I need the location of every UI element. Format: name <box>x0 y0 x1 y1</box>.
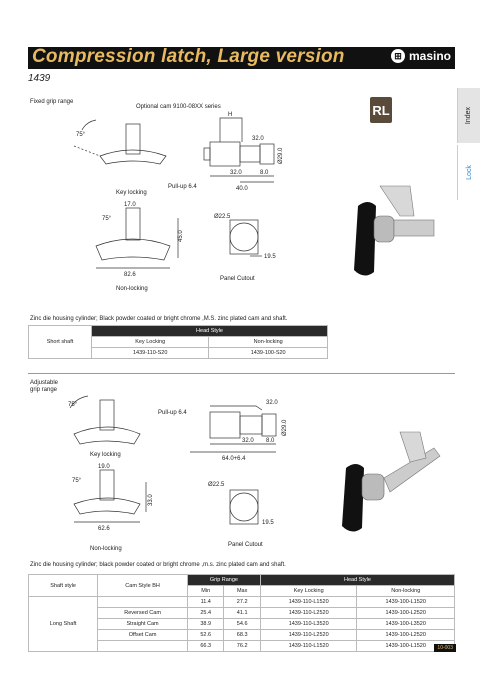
model-number: 1439 <box>28 73 51 84</box>
adjustable-title: Adjustable <box>30 380 59 386</box>
page-number: 10-003 <box>434 644 456 652</box>
spec-table-2 <box>28 574 455 652</box>
dim-40: 40.0 <box>236 186 248 192</box>
tab-index[interactable]: Index <box>457 88 480 143</box>
sub-max: Max <box>224 586 260 597</box>
fixed-grip-title: Fixed grip range <box>30 99 74 105</box>
dim-32-top: 32.0 <box>252 136 264 142</box>
cam-style-header: Cam Style BH <box>98 575 188 597</box>
fixed-grip-drawing <box>60 108 310 308</box>
col-key-locking: Key Locking <box>92 337 209 348</box>
key-locking-label: Key locking <box>116 190 147 196</box>
dim-32-bottom: 32.0 <box>230 170 242 176</box>
sub-min: Min <box>188 586 224 597</box>
dim-19-5-2: 19.5 <box>262 520 274 526</box>
dim-8-2: 8.0 <box>266 438 275 444</box>
cam-note: Optional cam 9100-08XX series <box>136 104 221 110</box>
dim-19-5: 19.5 <box>264 254 276 260</box>
dim-19: 19.0 <box>98 464 110 470</box>
table-row: Reversed Cam 25.4 41.1 1439-110-L2520 1439-100-L2520 <box>29 608 455 619</box>
angle-label: 75° <box>76 132 86 138</box>
angle-label-2: 75° <box>102 216 112 222</box>
short-shaft-cell: Short shaft <box>29 326 92 359</box>
panel-cutout-label-2: Panel Cutout <box>228 542 263 548</box>
brand-name: masino <box>408 49 451 63</box>
h-label: H <box>228 112 233 118</box>
dim-32-top-2: 32.0 <box>266 400 278 406</box>
tab-lock[interactable]: Lock <box>457 145 480 200</box>
dim-29-2: Ø29.0 <box>282 419 288 436</box>
pull-up-label-2: Pull-up 6.4 <box>158 410 187 416</box>
dim-32-bottom-2: 32.0 <box>242 438 254 444</box>
adjustable-grip-drawing <box>60 386 310 556</box>
latch-photo-1 <box>340 176 450 286</box>
dim-82-6: 82.6 <box>124 272 136 278</box>
panel-cutout-label: Panel Cutout <box>220 276 255 282</box>
note-1: Zinc die housing cylinder; Black powder coated or bright chrome ,M.S. zinc plated cam and shaft. <box>30 316 288 322</box>
rl-badge: RL <box>370 97 392 123</box>
dim-8: 8.0 <box>260 170 269 176</box>
spec-table-1 <box>28 325 328 359</box>
masino-logo-icon: ⊞ <box>391 49 405 63</box>
head-style-header: Head Style <box>92 326 328 337</box>
dim-64: 64.0+6.4 <box>222 456 246 462</box>
table-row: Offset Cam 52.6 68.3 1439-110-L2520 1439-100-L2520 <box>29 630 455 641</box>
page-title: Compression latch, Large version <box>32 46 345 67</box>
key-locking-label-2: Key locking <box>90 452 121 458</box>
dim-29: Ø29.0 <box>278 147 284 164</box>
pull-up-label: Pull-up 6.4 <box>168 184 197 190</box>
note-2: Zinc die housing cylinder; black powder coated or bright chrome ,m.s. zinc plated cam and shaft. <box>30 562 286 568</box>
grip-range-header: Grip Range <box>188 575 261 586</box>
angle-label-4: 75° <box>72 478 82 484</box>
table-row: 66.3 76.2 1439-110-L1520 1439-100-L1520 <box>29 641 455 652</box>
dim-33: 33.0 <box>148 494 154 506</box>
col-non-locking: Non-locking <box>209 337 328 348</box>
dim-17: 17.0 <box>124 202 136 208</box>
table-row: Straight Cam 38.9 54.6 1439-110-L3520 1439-100-L3520 <box>29 619 455 630</box>
dim-45: 45.0 <box>178 230 184 242</box>
adjustable-title-2: grip range <box>30 387 58 393</box>
section-divider <box>28 373 455 374</box>
table-row: Long Shaft 11.4 27.2 1439-110-L1520 1439-100-L1520 <box>29 597 455 608</box>
shaft-style-header: Shaft style <box>29 575 98 597</box>
sub-key-locking: Key Locking <box>260 586 357 597</box>
dim-22-5-2: Ø22.5 <box>208 482 225 488</box>
header-bar <box>28 47 455 69</box>
head-style-header-2: Head Style <box>260 575 454 586</box>
dim-62-6: 62.6 <box>98 526 110 532</box>
value-non-locking: 1439-100-S20 <box>209 348 328 359</box>
sub-non-locking: Non-locking <box>357 586 455 597</box>
latch-photo-2 <box>330 412 450 532</box>
non-locking-label-2: Non-locking <box>90 546 122 552</box>
dim-22-5: Ø22.5 <box>214 214 231 220</box>
angle-label-3: 75° <box>68 402 78 408</box>
brand <box>391 49 451 63</box>
value-key-locking: 1439-110-S20 <box>92 348 209 359</box>
non-locking-label: Non-locking <box>116 286 148 292</box>
long-shaft-cell: Long Shaft <box>29 597 98 652</box>
